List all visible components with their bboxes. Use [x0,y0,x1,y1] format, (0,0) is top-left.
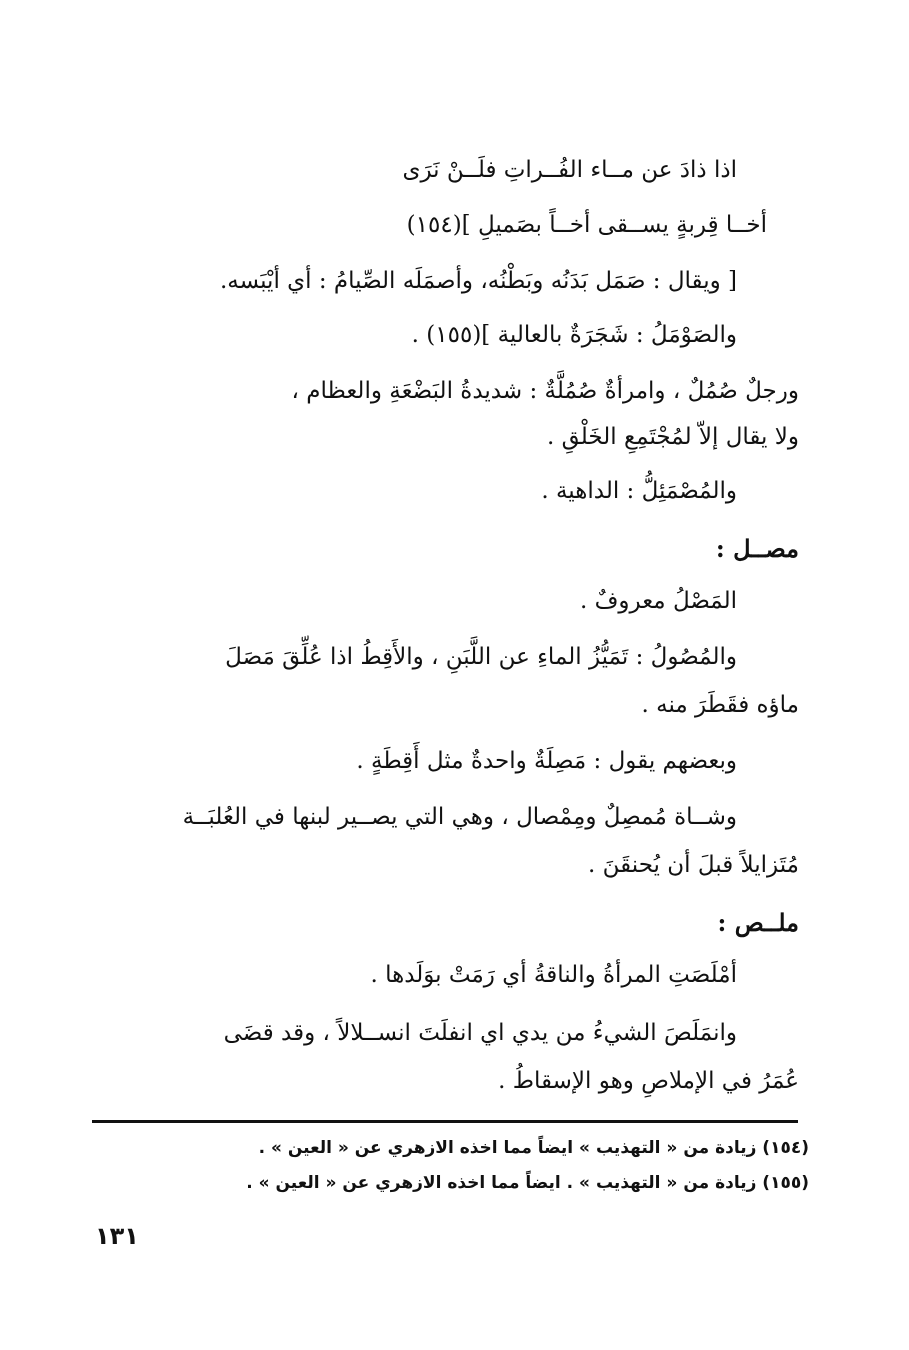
text-line: والصَوْمَلُ : شَجَرَةٌ بالعالية ](١٥٥) . [411,322,737,348]
text-line: والمُصْمَئِلُّ : الداهية . [541,478,737,504]
verse-line-2: أخــا قِربةٍ يســقى أخــاً بصَميلِ ](١٥٤) [406,212,767,238]
footnote-divider [92,1120,798,1123]
text-line: ولا يقال إلاّ لمُجْتَمِعِ الخَلْقِ . [546,424,799,450]
text-line: وشــاة مُمصِلٌ ومِمْصال ، وهي التي يصــير لبنها في العُلبَــة [182,804,737,830]
text-line: ماؤه فقَطَرَ منه . [641,692,799,718]
footnote-154: (١٥٤) زيادة من « التهذيب » ايضاً مما اخذه الازهري عن « العين » . [258,1138,809,1158]
verse-line-1: اذا ذادَ عن مــاء الفُــراتِ فلَــنْ نَرَى [402,157,737,183]
entry-heading-masl: مصــل : [715,534,799,563]
text-line: المَصْلُ معروفٌ . [579,588,737,614]
text-line: عُمَرُ في الإملاصِ وهو الإسقاطُ . [498,1068,799,1094]
text-line: أمْلَصَتِ المرأةُ والناقةُ أي رَمَتْ بوَلَدها . [370,962,737,988]
text-line: ورجلٌ صُمُلٌ ، وامرأةٌ صُمُلَّةٌ : شديدةُ البَضْعَةِ والعظام ، [291,378,799,404]
text-line: وبعضهم يقول : مَصِلَةٌ واحدةٌ مثل أَقِطَةٍ . [356,748,737,774]
text-line: [ ويقال : صَمَل بَدَنُه وبَطْنُه، وأصمَلَه الصِّيامُ : أي أيْبَسه. [219,268,737,294]
page-number: ١٣١ [95,1222,139,1250]
text-line: مُتَزايلاً قبلَ أن يُحنقَنَ . [588,852,799,878]
text-line: وانمَلَصَ الشيءُ من يدي اي انفلَتَ انســلالاً ، وقد قضَى [223,1020,737,1046]
entry-heading-mals: ملــص : [717,908,799,937]
text-line: والمُصُولُ : تَمَيُّزُ الماءِ عن اللَّبَنِ ، والأَقِطُ اذا عُلِّقَ مَصَلَ [225,644,737,670]
footnote-155: (١٥٥) زيادة من « التهذيب » . ايضاً مما اخذه الازهري عن « العين » . [246,1173,809,1193]
